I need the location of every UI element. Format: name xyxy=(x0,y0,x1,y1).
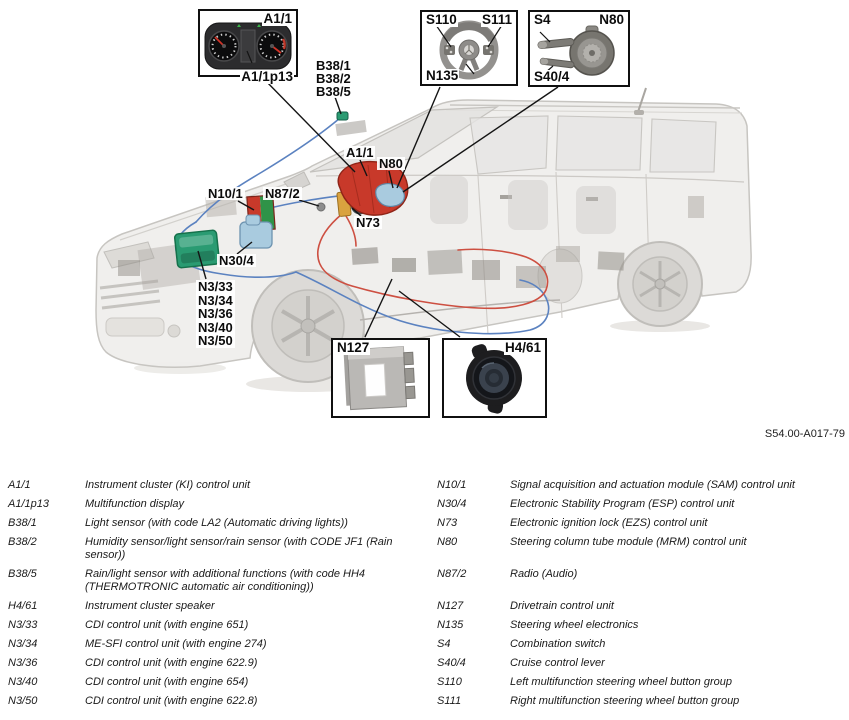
legend-row xyxy=(8,657,846,670)
mrm-module-highlight xyxy=(376,184,405,207)
legend-code: N3/50 xyxy=(8,695,38,707)
legend-code: N135 xyxy=(437,619,464,631)
callout-label-s4: S4 xyxy=(534,12,551,27)
legend-desc: Rain/light sensor with additional functions (with code HH4 (THERMOTRONIC automatic air conditioning)) xyxy=(85,568,366,593)
legend-code: N3/40 xyxy=(8,676,38,688)
label-n3-33: N3/33 xyxy=(198,279,233,294)
callout-label-s111: S111 xyxy=(481,12,512,27)
legend-row xyxy=(8,695,846,708)
callout-label-n135: N135 xyxy=(426,68,459,83)
label-n3-group xyxy=(196,280,235,348)
legend-code: N3/36 xyxy=(8,657,38,669)
legend-row xyxy=(8,479,846,492)
callout-label-s40-4: S40/4 xyxy=(534,69,570,84)
legend-code: N87/2 xyxy=(437,568,467,580)
legend-desc: Right multifunction steering wheel button group xyxy=(510,695,740,707)
legend-code: B38/1 xyxy=(8,517,37,529)
component-legend xyxy=(8,479,846,714)
legend-code: S4 xyxy=(437,638,451,650)
legend-row xyxy=(8,676,846,689)
figure-reference-number: S54.00-A017-79 xyxy=(764,428,845,440)
legend-desc: Light sensor (with code LA2 (Automatic driving lights)) xyxy=(85,517,348,529)
legend-desc: Signal acquisition and actuation module (SAM) control unit xyxy=(510,479,795,491)
engine-ecu-highlight xyxy=(174,230,219,268)
label-n3-50: N3/50 xyxy=(198,333,233,348)
legend-row xyxy=(8,536,846,562)
legend-desc: CDI control unit (with engine 622.9) xyxy=(85,657,258,669)
legend-desc: CDI control unit (with engine 651) xyxy=(85,619,249,631)
label-a1-1: A1/1 xyxy=(346,145,374,160)
legend-desc: ME-SFI control unit (with engine 274) xyxy=(85,638,267,650)
legend-code: N80 xyxy=(437,536,458,548)
legend-code: B38/5 xyxy=(8,568,37,580)
legend-desc: Left multifunction steering wheel button group xyxy=(510,676,732,688)
legend-row xyxy=(8,619,846,632)
legend-desc: Instrument cluster (KI) control unit xyxy=(85,479,251,491)
callout-label-a1-1p13: A1/1p13 xyxy=(241,69,293,84)
rear-wheel xyxy=(618,242,702,326)
callout-box-steering-column xyxy=(528,10,630,87)
legend-row xyxy=(8,498,846,511)
label-n10-1: N10/1 xyxy=(208,186,243,201)
legend-row xyxy=(8,638,846,651)
label-n3-36: N3/36 xyxy=(198,306,233,321)
callout-label-h4-61: H4/61 xyxy=(504,340,541,355)
label-n3-34: N3/34 xyxy=(198,292,233,308)
legend-code: S40/4 xyxy=(437,657,466,669)
callout-label-a1-1: A1/1 xyxy=(263,11,292,26)
legend-desc: Combination switch xyxy=(510,638,606,650)
callout-box-speaker xyxy=(442,338,547,418)
legend-code: N3/34 xyxy=(8,638,38,650)
legend-row xyxy=(8,600,846,613)
legend-code: N30/4 xyxy=(437,498,467,510)
legend-code: N10/1 xyxy=(437,479,467,491)
legend-code: B38/2 xyxy=(8,536,37,548)
legend-code: H4/61 xyxy=(8,600,38,612)
legend-row xyxy=(8,568,846,594)
label-n30-4: N30/4 xyxy=(219,253,254,268)
callout-label-n80: N80 xyxy=(599,12,624,27)
legend-code: S110 xyxy=(437,676,462,688)
legend-desc: Multifunction display xyxy=(85,498,185,510)
legend-desc: Humidity sensor/light sensor/rain sensor (with CODE JF1 (Rain sensor)) xyxy=(85,536,393,561)
label-b38-1: B38/1 xyxy=(316,58,351,73)
label-b38-group xyxy=(314,59,353,98)
legend-row xyxy=(8,517,846,530)
legend-code: N3/33 xyxy=(8,619,38,631)
legend-desc: Drivetrain control unit xyxy=(510,600,614,612)
legend-desc: Electronic ignition lock (EZS) control unit xyxy=(510,517,708,529)
legend-desc: Steering wheel electronics xyxy=(510,619,639,631)
legend-code: S111 xyxy=(437,695,462,707)
callout-label-n127: N127 xyxy=(337,340,370,355)
label-n73: N73 xyxy=(356,215,380,230)
label-b38-5: B38/5 xyxy=(316,84,351,99)
callout-label-s110: S110 xyxy=(426,12,457,27)
label-n3-40: N3/40 xyxy=(198,319,233,335)
label-n80: N80 xyxy=(379,156,403,171)
legend-desc: Instrument cluster speaker xyxy=(85,600,215,612)
legend-desc: Radio (Audio) xyxy=(510,568,578,580)
legend-desc: Cruise control lever xyxy=(510,657,605,669)
callout-box-steering-wheel xyxy=(420,10,518,86)
callout-box-drivetrain-unit xyxy=(331,338,430,418)
legend-code: N127 xyxy=(437,600,464,612)
legend-desc: CDI control unit (with engine 622.8) xyxy=(85,695,258,707)
label-n87-2: N87/2 xyxy=(265,186,300,201)
legend-desc: CDI control unit (with engine 654) xyxy=(85,676,249,688)
callout-box-instrument-cluster xyxy=(198,9,298,84)
legend-code: A1/1p13 xyxy=(8,498,49,510)
legend-desc: Steering column tube module (MRM) control unit xyxy=(510,536,747,548)
legend-desc: Electronic Stability Program (ESP) control unit xyxy=(510,498,735,510)
legend-code: N73 xyxy=(437,517,458,529)
radio-connector xyxy=(317,203,325,211)
label-b38-2: B38/2 xyxy=(316,71,351,86)
legend-code: A1/1 xyxy=(8,479,31,491)
rain-light-sensor-highlight xyxy=(337,112,348,120)
